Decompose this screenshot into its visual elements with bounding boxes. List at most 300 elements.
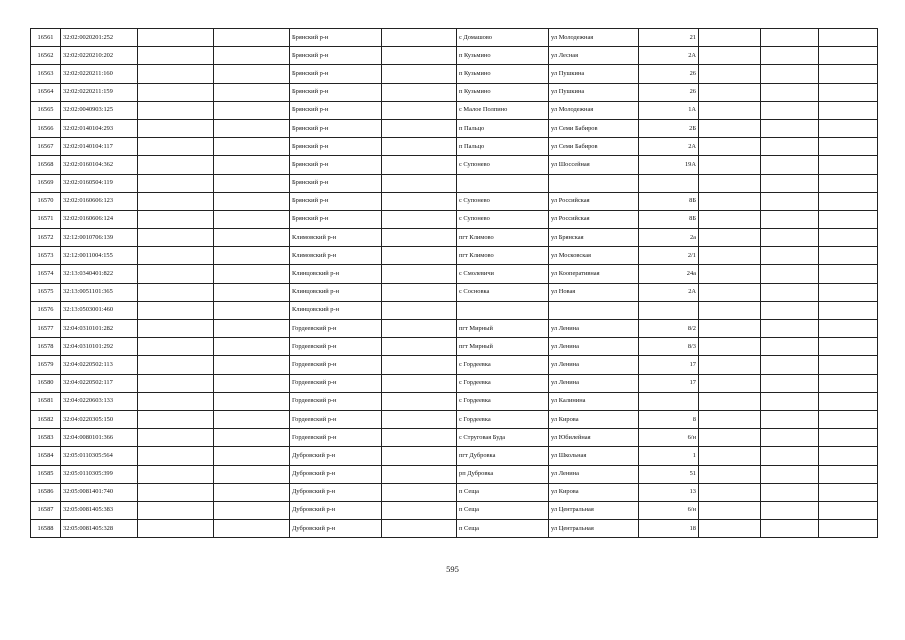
empty-cell: [138, 501, 214, 519]
street-cell: ул Семи Бабиров: [549, 119, 639, 137]
district-cell: Гордеевский р-н: [290, 338, 382, 356]
empty-cell: [761, 247, 819, 265]
district-cell: Гордеевский р-н: [290, 429, 382, 447]
row-number-cell: 16583: [31, 429, 61, 447]
street-cell: ул Кирова: [549, 410, 639, 428]
locality-cell: с Гордеевка: [457, 410, 549, 428]
empty-cell: [138, 338, 214, 356]
empty-cell: [138, 320, 214, 338]
registry-table: [30, 28, 878, 538]
house-number-cell: [639, 392, 699, 410]
empty-cell: [819, 29, 878, 47]
empty-cell: [382, 410, 457, 428]
empty-cell: [214, 210, 290, 228]
empty-cell: [138, 29, 214, 47]
locality-cell: с Струговая Буда: [457, 429, 549, 447]
empty-cell: [819, 265, 878, 283]
locality-cell: с Гордеевка: [457, 356, 549, 374]
empty-cell: [138, 192, 214, 210]
cadastral-number-cell: 32:05:0081401:740: [61, 483, 138, 501]
row-number-cell: 16586: [31, 483, 61, 501]
empty-cell: [138, 101, 214, 119]
row-number-cell: 16567: [31, 138, 61, 156]
empty-cell: [214, 465, 290, 483]
empty-cell: [138, 301, 214, 319]
district-cell: Климовский р-н: [290, 247, 382, 265]
empty-cell: [138, 229, 214, 247]
empty-cell: [382, 338, 457, 356]
empty-cell: [214, 29, 290, 47]
empty-cell: [699, 374, 761, 392]
district-cell: Брянский р-н: [290, 65, 382, 83]
empty-cell: [819, 119, 878, 137]
empty-cell: [382, 229, 457, 247]
empty-cell: [819, 83, 878, 101]
empty-cell: [761, 501, 819, 519]
empty-cell: [761, 520, 819, 538]
district-cell: Брянский р-н: [290, 138, 382, 156]
district-cell: Брянский р-н: [290, 192, 382, 210]
empty-cell: [761, 265, 819, 283]
empty-cell: [819, 47, 878, 65]
empty-cell: [138, 447, 214, 465]
empty-cell: [819, 156, 878, 174]
empty-cell: [699, 138, 761, 156]
empty-cell: [214, 374, 290, 392]
empty-cell: [382, 210, 457, 228]
empty-cell: [699, 119, 761, 137]
empty-cell: [138, 174, 214, 192]
locality-cell: рп Дубровка: [457, 465, 549, 483]
empty-cell: [761, 429, 819, 447]
row-number-cell: 16585: [31, 465, 61, 483]
house-number-cell: 1: [639, 447, 699, 465]
empty-cell: [214, 83, 290, 101]
empty-cell: [819, 210, 878, 228]
district-cell: Гордеевский р-н: [290, 320, 382, 338]
empty-cell: [819, 447, 878, 465]
registry-table-container: [30, 28, 877, 538]
empty-cell: [699, 483, 761, 501]
empty-cell: [761, 138, 819, 156]
row-number-cell: 16561: [31, 29, 61, 47]
empty-cell: [761, 47, 819, 65]
empty-cell: [699, 429, 761, 447]
empty-cell: [214, 429, 290, 447]
empty-cell: [382, 192, 457, 210]
street-cell: ул Лесная: [549, 47, 639, 65]
locality-cell: с Гордеевка: [457, 392, 549, 410]
empty-cell: [819, 465, 878, 483]
empty-cell: [761, 174, 819, 192]
empty-cell: [761, 374, 819, 392]
locality-cell: п Пальцо: [457, 119, 549, 137]
empty-cell: [819, 301, 878, 319]
empty-cell: [214, 520, 290, 538]
empty-cell: [138, 410, 214, 428]
street-cell: ул Московская: [549, 247, 639, 265]
empty-cell: [699, 29, 761, 47]
table-row: [31, 247, 878, 265]
cadastral-number-cell: 32:13:0340401:822: [61, 265, 138, 283]
district-cell: Гордеевский р-н: [290, 356, 382, 374]
table-row: [31, 119, 878, 137]
empty-cell: [699, 301, 761, 319]
empty-cell: [138, 283, 214, 301]
empty-cell: [382, 501, 457, 519]
empty-cell: [138, 247, 214, 265]
empty-cell: [699, 247, 761, 265]
empty-cell: [138, 210, 214, 228]
empty-cell: [761, 29, 819, 47]
empty-cell: [819, 356, 878, 374]
empty-cell: [214, 283, 290, 301]
locality-cell: [457, 174, 549, 192]
house-number-cell: 17: [639, 374, 699, 392]
row-number-cell: 16577: [31, 320, 61, 338]
empty-cell: [138, 374, 214, 392]
empty-cell: [761, 229, 819, 247]
empty-cell: [214, 192, 290, 210]
row-number-cell: 16587: [31, 501, 61, 519]
empty-cell: [819, 138, 878, 156]
empty-cell: [138, 119, 214, 137]
empty-cell: [819, 483, 878, 501]
empty-cell: [819, 501, 878, 519]
table-row: [31, 283, 878, 301]
row-number-cell: 16562: [31, 47, 61, 65]
street-cell: ул Центральная: [549, 520, 639, 538]
street-cell: ул Ленина: [549, 465, 639, 483]
district-cell: Климовский р-н: [290, 229, 382, 247]
empty-cell: [819, 320, 878, 338]
empty-cell: [214, 174, 290, 192]
empty-cell: [699, 101, 761, 119]
empty-cell: [761, 210, 819, 228]
house-number-cell: 21: [639, 29, 699, 47]
table-row: [31, 429, 878, 447]
empty-cell: [214, 101, 290, 119]
empty-cell: [214, 156, 290, 174]
empty-cell: [382, 283, 457, 301]
row-number-cell: 16580: [31, 374, 61, 392]
empty-cell: [382, 174, 457, 192]
table-row: [31, 410, 878, 428]
district-cell: Дубровский р-н: [290, 483, 382, 501]
house-number-cell: 6/н: [639, 501, 699, 519]
empty-cell: [761, 65, 819, 83]
empty-cell: [138, 156, 214, 174]
empty-cell: [761, 410, 819, 428]
empty-cell: [761, 392, 819, 410]
table-row: [31, 265, 878, 283]
district-cell: Брянский р-н: [290, 174, 382, 192]
row-number-cell: 16563: [31, 65, 61, 83]
empty-cell: [699, 83, 761, 101]
street-cell: ул Новая: [549, 283, 639, 301]
empty-cell: [138, 429, 214, 447]
empty-cell: [761, 119, 819, 137]
empty-cell: [819, 283, 878, 301]
district-cell: Брянский р-н: [290, 156, 382, 174]
empty-cell: [214, 229, 290, 247]
house-number-cell: 8Б: [639, 210, 699, 228]
table-row: [31, 447, 878, 465]
empty-cell: [382, 447, 457, 465]
empty-cell: [214, 119, 290, 137]
empty-cell: [382, 465, 457, 483]
locality-cell: с Супонево: [457, 210, 549, 228]
district-cell: Клинцовский р-н: [290, 301, 382, 319]
cadastral-number-cell: 32:05:0110305:399: [61, 465, 138, 483]
cadastral-number-cell: 32:04:0220305:150: [61, 410, 138, 428]
cadastral-number-cell: 32:04:0310101:282: [61, 320, 138, 338]
district-cell: Дубровский р-н: [290, 520, 382, 538]
cadastral-number-cell: 32:04:0220603:133: [61, 392, 138, 410]
empty-cell: [699, 65, 761, 83]
row-number-cell: 16576: [31, 301, 61, 319]
street-cell: ул Ленина: [549, 356, 639, 374]
empty-cell: [699, 338, 761, 356]
empty-cell: [819, 174, 878, 192]
locality-cell: с Сосновка: [457, 283, 549, 301]
empty-cell: [699, 410, 761, 428]
empty-cell: [699, 447, 761, 465]
table-row: [31, 192, 878, 210]
table-row: [31, 520, 878, 538]
row-number-cell: 16575: [31, 283, 61, 301]
street-cell: ул Российская: [549, 192, 639, 210]
district-cell: Брянский р-н: [290, 119, 382, 137]
empty-cell: [382, 101, 457, 119]
empty-cell: [699, 174, 761, 192]
cadastral-number-cell: 32:02:0020201:252: [61, 29, 138, 47]
locality-cell: п Сеща: [457, 520, 549, 538]
district-cell: Брянский р-н: [290, 210, 382, 228]
empty-cell: [699, 465, 761, 483]
street-cell: ул Пушкина: [549, 65, 639, 83]
district-cell: Гордеевский р-н: [290, 410, 382, 428]
table-row: [31, 483, 878, 501]
house-number-cell: 13: [639, 483, 699, 501]
empty-cell: [382, 29, 457, 47]
cadastral-number-cell: 32:04:0220502:117: [61, 374, 138, 392]
empty-cell: [761, 356, 819, 374]
empty-cell: [382, 83, 457, 101]
locality-cell: с Супонево: [457, 192, 549, 210]
street-cell: ул Юбилейная: [549, 429, 639, 447]
registry-rows: [31, 29, 878, 538]
locality-cell: пгт Мирный: [457, 338, 549, 356]
empty-cell: [761, 320, 819, 338]
house-number-cell: 24а: [639, 265, 699, 283]
table-row: [31, 47, 878, 65]
empty-cell: [382, 392, 457, 410]
empty-cell: [214, 265, 290, 283]
empty-cell: [382, 483, 457, 501]
house-number-cell: [639, 301, 699, 319]
cadastral-number-cell: 32:02:0220211:160: [61, 65, 138, 83]
empty-cell: [214, 301, 290, 319]
street-cell: ул Пушкина: [549, 83, 639, 101]
empty-cell: [382, 301, 457, 319]
house-number-cell: 8: [639, 410, 699, 428]
row-number-cell: 16584: [31, 447, 61, 465]
table-row: [31, 65, 878, 83]
empty-cell: [214, 320, 290, 338]
district-cell: Гордеевский р-н: [290, 392, 382, 410]
empty-cell: [214, 410, 290, 428]
empty-cell: [819, 374, 878, 392]
empty-cell: [761, 83, 819, 101]
empty-cell: [138, 392, 214, 410]
empty-cell: [382, 320, 457, 338]
empty-cell: [382, 374, 457, 392]
cadastral-number-cell: 32:02:0040903:125: [61, 101, 138, 119]
empty-cell: [699, 192, 761, 210]
house-number-cell: 18: [639, 520, 699, 538]
cadastral-number-cell: 32:04:0310101:292: [61, 338, 138, 356]
empty-cell: [699, 320, 761, 338]
empty-cell: [699, 210, 761, 228]
table-row: [31, 174, 878, 192]
empty-cell: [382, 356, 457, 374]
table-row: [31, 338, 878, 356]
street-cell: ул Калинина: [549, 392, 639, 410]
empty-cell: [382, 247, 457, 265]
row-number-cell: 16571: [31, 210, 61, 228]
locality-cell: с Смолевичи: [457, 265, 549, 283]
table-row: [31, 374, 878, 392]
empty-cell: [214, 447, 290, 465]
locality-cell: п Кузьмино: [457, 83, 549, 101]
empty-cell: [699, 265, 761, 283]
street-cell: ул Школьная: [549, 447, 639, 465]
empty-cell: [761, 447, 819, 465]
empty-cell: [761, 338, 819, 356]
cadastral-number-cell: 32:02:0160104:362: [61, 156, 138, 174]
empty-cell: [699, 356, 761, 374]
street-cell: ул Российская: [549, 210, 639, 228]
row-number-cell: 16588: [31, 520, 61, 538]
locality-cell: с Супонево: [457, 156, 549, 174]
empty-cell: [819, 192, 878, 210]
street-cell: ул Кооперативная: [549, 265, 639, 283]
empty-cell: [138, 83, 214, 101]
empty-cell: [819, 392, 878, 410]
empty-cell: [761, 483, 819, 501]
locality-cell: п Сеща: [457, 483, 549, 501]
house-number-cell: [639, 174, 699, 192]
district-cell: Гордеевский р-н: [290, 374, 382, 392]
empty-cell: [819, 101, 878, 119]
empty-cell: [761, 101, 819, 119]
empty-cell: [382, 156, 457, 174]
street-cell: [549, 301, 639, 319]
empty-cell: [761, 156, 819, 174]
empty-cell: [382, 265, 457, 283]
table-row: [31, 465, 878, 483]
empty-cell: [819, 229, 878, 247]
district-cell: Брянский р-н: [290, 29, 382, 47]
cadastral-number-cell: 32:05:0081405:383: [61, 501, 138, 519]
district-cell: Дубровский р-н: [290, 501, 382, 519]
empty-cell: [699, 156, 761, 174]
cadastral-number-cell: 32:13:0503001:460: [61, 301, 138, 319]
row-number-cell: 16570: [31, 192, 61, 210]
empty-cell: [138, 65, 214, 83]
empty-cell: [214, 338, 290, 356]
empty-cell: [761, 301, 819, 319]
cadastral-number-cell: 32:02:0160606:124: [61, 210, 138, 228]
street-cell: ул Семи Бабиров: [549, 138, 639, 156]
cadastral-number-cell: 32:02:0220211:159: [61, 83, 138, 101]
table-row: [31, 501, 878, 519]
house-number-cell: 6/н: [639, 429, 699, 447]
table-row: [31, 138, 878, 156]
house-number-cell: 26: [639, 65, 699, 83]
street-cell: ул Молодежная: [549, 29, 639, 47]
empty-cell: [382, 520, 457, 538]
row-number-cell: 16566: [31, 119, 61, 137]
empty-cell: [382, 47, 457, 65]
empty-cell: [382, 429, 457, 447]
empty-cell: [761, 192, 819, 210]
table-row: [31, 83, 878, 101]
cadastral-number-cell: 32:02:0220210:202: [61, 47, 138, 65]
district-cell: Клинцовский р-н: [290, 283, 382, 301]
house-number-cell: 19А: [639, 156, 699, 174]
table-row: [31, 101, 878, 119]
row-number-cell: 16565: [31, 101, 61, 119]
empty-cell: [138, 465, 214, 483]
table-row: [31, 210, 878, 228]
cadastral-number-cell: 32:04:0220502:113: [61, 356, 138, 374]
cadastral-number-cell: 32:02:0160504:119: [61, 174, 138, 192]
street-cell: ул Шоссейная: [549, 156, 639, 174]
empty-cell: [138, 356, 214, 374]
locality-cell: пгт Климово: [457, 247, 549, 265]
house-number-cell: 2Б: [639, 119, 699, 137]
empty-cell: [699, 392, 761, 410]
row-number-cell: 16564: [31, 83, 61, 101]
empty-cell: [138, 138, 214, 156]
empty-cell: [138, 483, 214, 501]
empty-cell: [214, 65, 290, 83]
row-number-cell: 16579: [31, 356, 61, 374]
house-number-cell: 2А: [639, 47, 699, 65]
street-cell: ул Брянская: [549, 229, 639, 247]
table-row: [31, 156, 878, 174]
empty-cell: [761, 465, 819, 483]
row-number-cell: 16569: [31, 174, 61, 192]
table-row: [31, 320, 878, 338]
empty-cell: [699, 283, 761, 301]
locality-cell: с Домашово: [457, 29, 549, 47]
street-cell: ул Ленина: [549, 374, 639, 392]
empty-cell: [214, 47, 290, 65]
cadastral-number-cell: 32:12:0010706:139: [61, 229, 138, 247]
district-cell: Дубровский р-н: [290, 447, 382, 465]
row-number-cell: 16572: [31, 229, 61, 247]
locality-cell: пгт Дубровка: [457, 447, 549, 465]
cadastral-number-cell: 32:12:0011004:155: [61, 247, 138, 265]
house-number-cell: 8Б: [639, 192, 699, 210]
locality-cell: пгт Мирный: [457, 320, 549, 338]
cadastral-number-cell: 32:05:0110305:564: [61, 447, 138, 465]
row-number-cell: 16573: [31, 247, 61, 265]
empty-cell: [382, 119, 457, 137]
